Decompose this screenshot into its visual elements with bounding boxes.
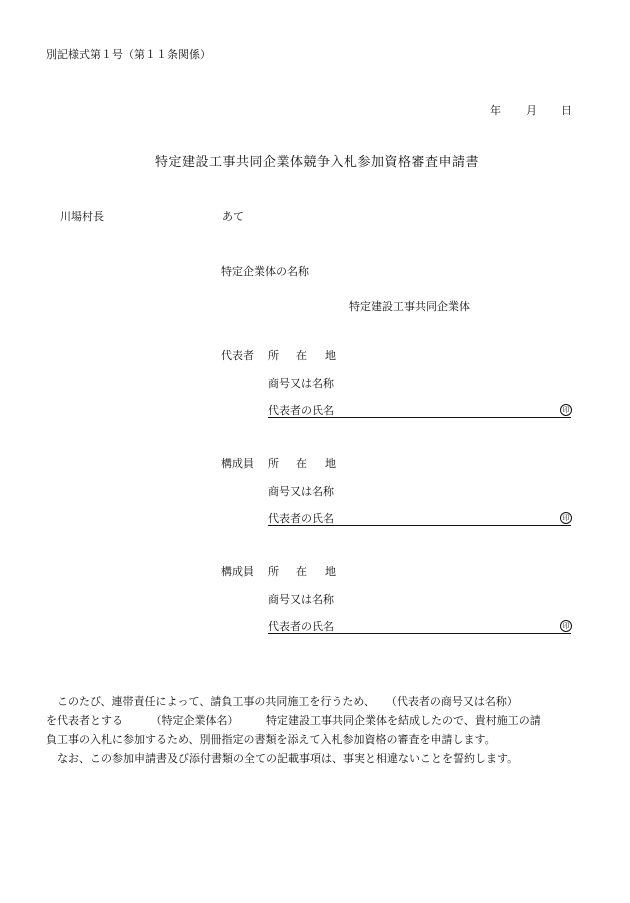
address-char: 地 bbox=[325, 349, 336, 362]
address-char: 所 bbox=[268, 349, 279, 362]
date-day-label: 日 bbox=[561, 104, 572, 117]
date-month-label: 月 bbox=[526, 104, 537, 117]
date-year-label: 年 bbox=[490, 104, 501, 117]
address-char: 地 bbox=[325, 565, 336, 578]
trade-name-label: 商号又は名称 bbox=[268, 593, 334, 606]
seal-icon: 印 bbox=[560, 404, 572, 416]
member-role: 構成員 bbox=[221, 457, 254, 470]
address-char: 所 bbox=[268, 565, 279, 578]
address-char: 在 bbox=[296, 457, 307, 470]
signature-line bbox=[268, 525, 571, 526]
rep-name-label: 代表者の氏名 bbox=[268, 404, 334, 417]
statement-line: このたび、連帯責任によって、請負工事の共同施工を行うため、 （代表者の商号又は名称） bbox=[46, 695, 518, 708]
application-statement bbox=[46, 692, 591, 768]
member-role: 構成員 bbox=[221, 565, 254, 578]
document-title: 特定建設工事共同企業体競争入札参加資格審査申請書 bbox=[155, 155, 480, 170]
address-char: 所 bbox=[268, 457, 279, 470]
statement-line: なお、この参加申請書及び添付書類の全ての記載事項は、事実と相違ないことを誓約します。 bbox=[46, 752, 519, 765]
addressee-name: 川場村長 bbox=[60, 210, 104, 223]
rep-name-label: 代表者の氏名 bbox=[268, 512, 334, 525]
member-role: 代表者 bbox=[221, 349, 254, 362]
jv-name-label: 特定企業体の名称 bbox=[221, 265, 309, 278]
addressee-suffix: あて bbox=[222, 210, 244, 223]
signature-line bbox=[268, 633, 571, 634]
rep-name-label: 代表者の氏名 bbox=[268, 620, 334, 633]
address-char: 在 bbox=[296, 565, 307, 578]
statement-line: を代表者とする （特定企業体名） 特定建設工事共同企業体を結成したので、貴村施工の請 bbox=[46, 714, 541, 727]
address-char: 地 bbox=[325, 457, 336, 470]
address-char: 在 bbox=[296, 349, 307, 362]
signature-line bbox=[268, 417, 571, 418]
trade-name-label: 商号又は名称 bbox=[268, 485, 334, 498]
jv-name-value: 特定建設工事共同企業体 bbox=[349, 300, 470, 313]
statement-line: 負工事の入札に参加するため、別冊指定の書類を添えて入札参加資格の審査を申請します。 bbox=[46, 733, 496, 746]
trade-name-label: 商号又は名称 bbox=[268, 377, 334, 390]
form-number: 別記様式第１号（第１１条関係） bbox=[46, 48, 211, 61]
seal-icon: 印 bbox=[560, 512, 572, 524]
seal-icon: 印 bbox=[560, 620, 572, 632]
